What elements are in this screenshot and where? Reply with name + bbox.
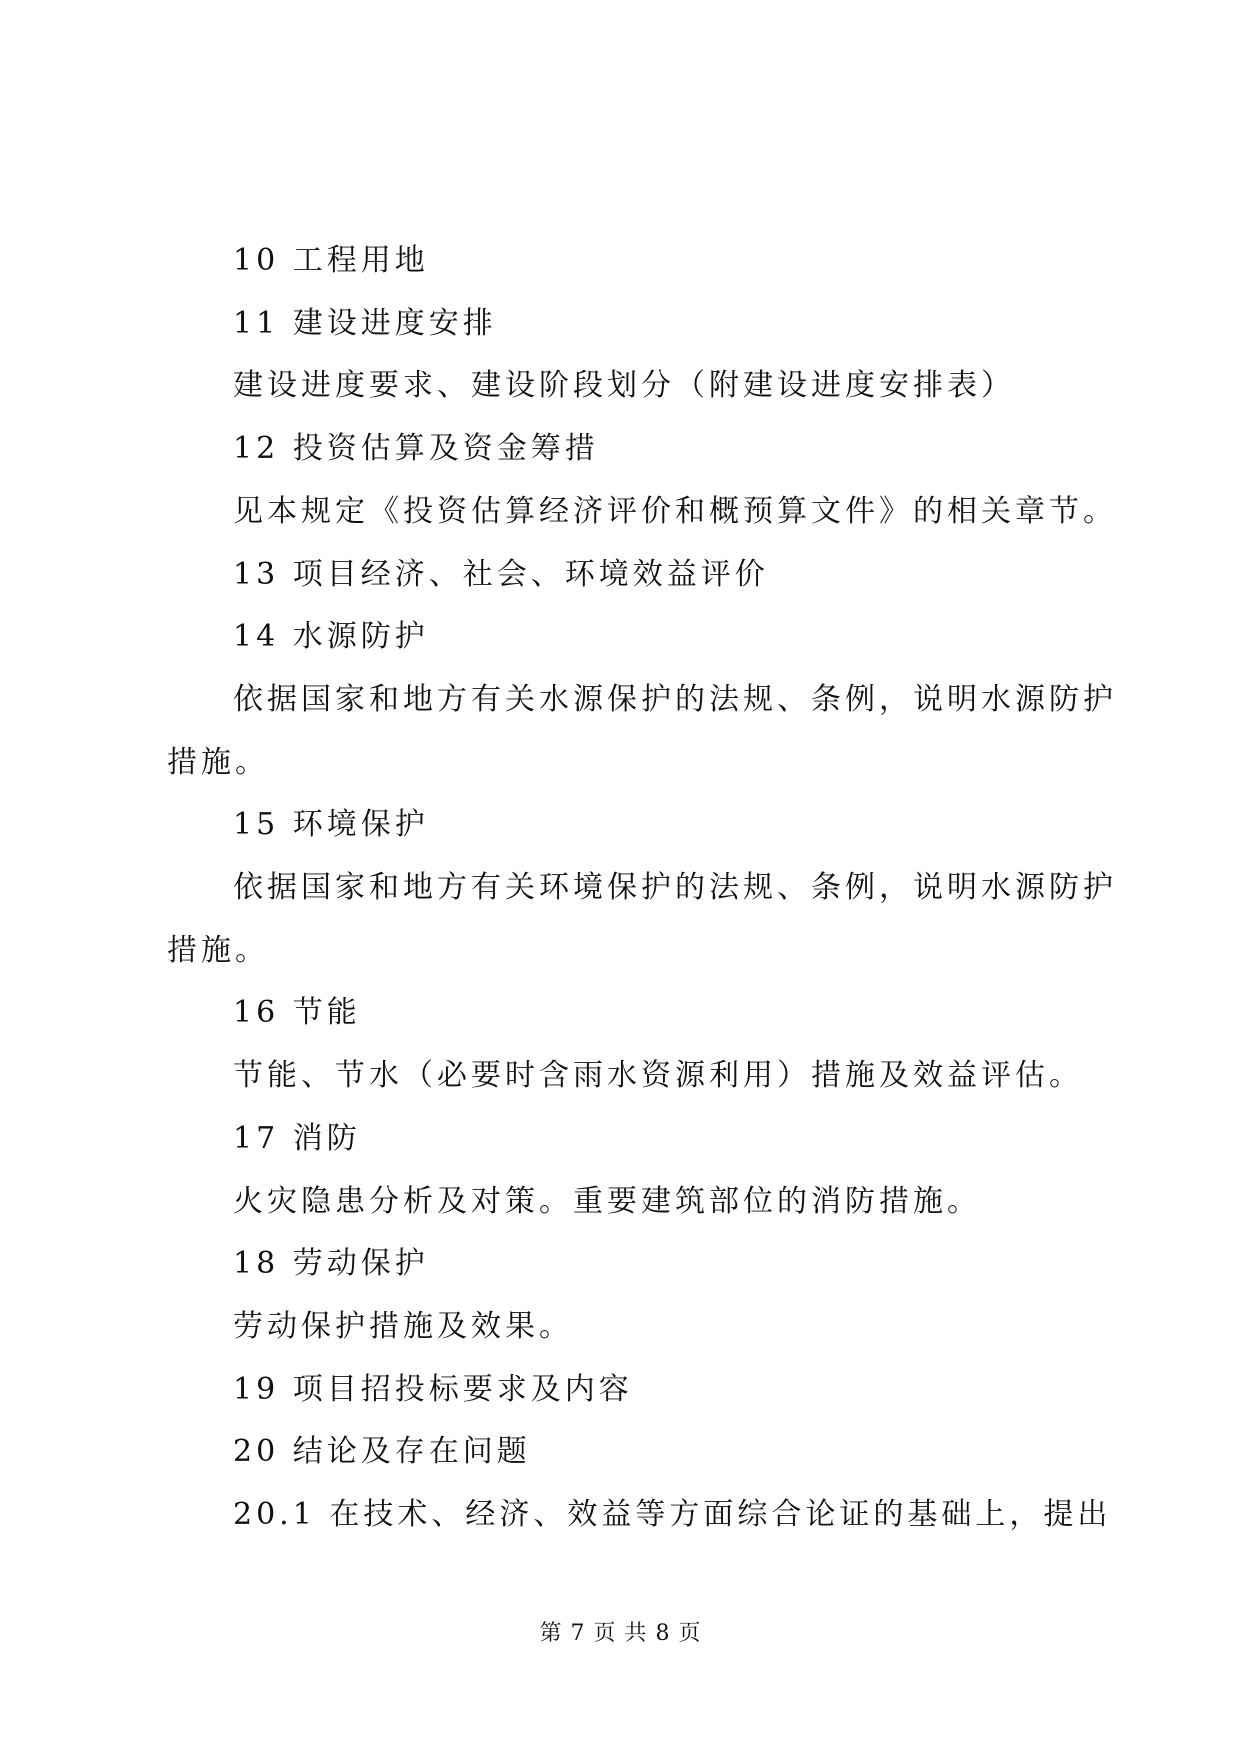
paragraph-line: 建设进度要求、建设阶段划分（附建设进度安排表） [233,368,1015,404]
section-heading-17: 17 消防 [233,1120,361,1156]
section-heading-15: 15 环境保护 [233,807,429,843]
section-heading-18: 18 劳动保护 [233,1246,429,1282]
section-heading-10: 10 工程用地 [233,243,429,278]
section-heading-12: 12 投资估算及资金筹措 [233,431,599,467]
paragraph-line: 依据国家和地方有关水源保护的法规、条例，说明水源防护 [233,681,1117,717]
section-heading-16: 16 节能 [233,995,361,1031]
page-number-label: 第 7 页 共 8 页 [539,1621,702,1646]
paragraph-line-continuation: 措施。 [167,932,269,968]
subsection-line-20-1: 20.1 在技术、经济、效益等方面综合论证的基础上，提出 [233,1497,1112,1533]
document-body [167,230,1117,1547]
section-heading-19: 19 项目招投标要求及内容 [233,1371,633,1407]
paragraph-line: 节能、节水（必要时含雨水资源利用）措施及效益评估。 [233,1058,1083,1094]
section-heading-13: 13 项目经济、社会、环境效益评价 [233,556,769,592]
paragraph-line: 见本规定《投资估算经济评价和概预算文件》的相关章节。 [233,493,1117,529]
paragraph-line: 火灾隐患分析及对策。重要建筑部位的消防措施。 [233,1183,981,1219]
section-heading-20: 20 结论及存在问题 [233,1434,531,1470]
section-heading-11: 11 建设进度安排 [233,305,497,341]
paragraph-line: 劳动保护措施及效果。 [233,1308,573,1344]
page-footer [0,1619,1241,1649]
paragraph-line-continuation: 措施。 [167,744,269,780]
section-heading-14: 14 水源防护 [233,619,429,655]
paragraph-line: 依据国家和地方有关环境保护的法规、条例，说明水源防护 [233,870,1117,906]
